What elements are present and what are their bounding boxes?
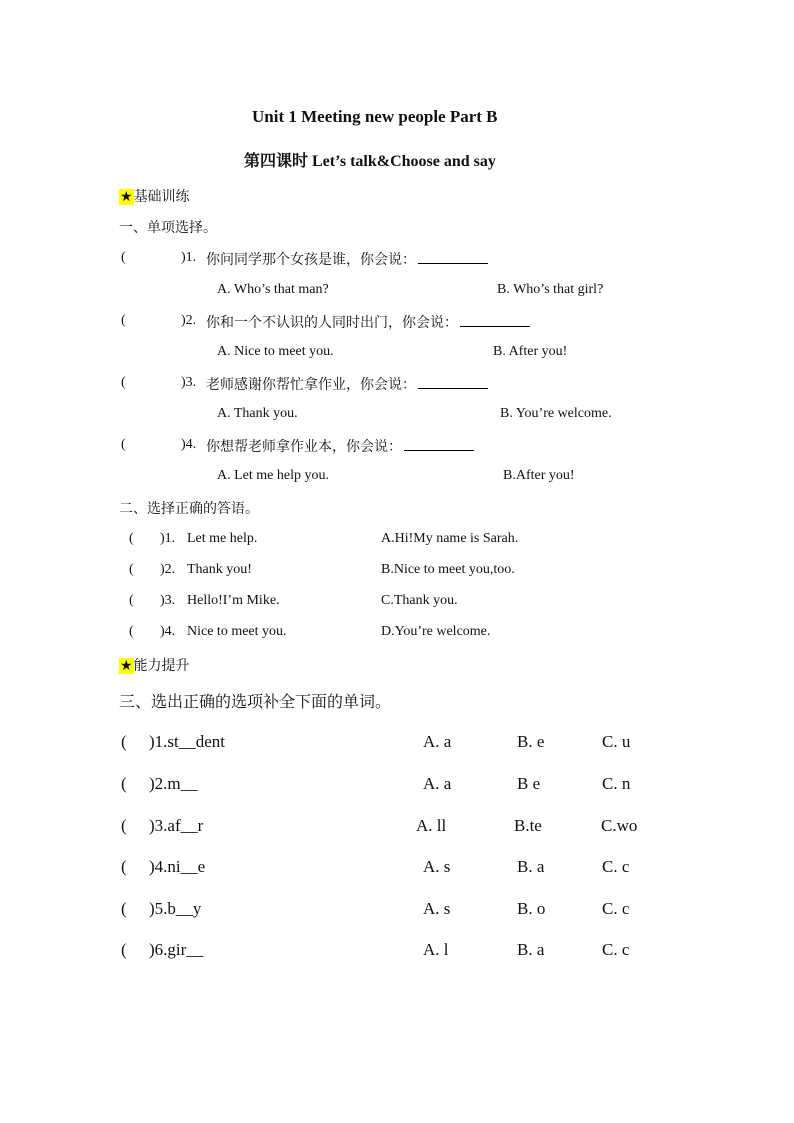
question-text-label: 老师感谢你帮忙拿作业，你会说： (206, 377, 416, 393)
question-text (206, 249, 488, 269)
answer-blank (418, 251, 488, 264)
part1-heading: 一、单项选择。 (119, 220, 217, 236)
answer-open-paren: ( (121, 313, 126, 328)
answer-open-paren: ( (121, 250, 126, 265)
option-b: B. e (517, 732, 545, 751)
option-c: C. u (602, 732, 631, 751)
option-c: C. n (602, 774, 631, 793)
answer-open-paren: ( (129, 593, 134, 608)
option-b: B. After you! (493, 344, 568, 359)
response-option: B.Nice to meet you,too. (381, 562, 515, 577)
question-text-label: 你和一个不认识的人同时出门，你会说： (206, 315, 458, 331)
question-number: )4. (181, 437, 197, 452)
question-number: )2. (181, 313, 197, 328)
answer-open-paren: ( (121, 732, 127, 751)
section-advanced (119, 655, 190, 675)
page-title: Unit 1 Meeting new people Part B (252, 107, 498, 126)
option-b: B.After you! (503, 468, 575, 483)
answer-open-paren: ( (121, 899, 127, 918)
answer-open-paren: ( (121, 816, 127, 835)
word-item: )6.gir__ (149, 940, 204, 959)
row-number: )2. (160, 562, 176, 577)
option-c: C. c (602, 940, 630, 959)
part3-heading: 三、选出正确的选项补全下面的单词。 (119, 692, 392, 711)
section-basic-label: 基础训练 (133, 189, 190, 205)
option-a: A. l (423, 940, 449, 959)
option-c: C. c (602, 857, 630, 876)
word-item: )2.m__ (149, 774, 198, 793)
row-number: )4. (160, 624, 176, 639)
page-subtitle: 第四课时 Let’s talk&Choose and say (244, 153, 496, 170)
row-number: )3. (160, 593, 176, 608)
option-b: B.te (514, 816, 542, 835)
answer-open-paren: ( (121, 940, 127, 959)
answer-blank (404, 438, 474, 451)
section-advanced-label: 能力提升 (133, 658, 190, 674)
answer-blank (418, 376, 488, 389)
prompt-text: Nice to meet you. (187, 624, 287, 639)
answer-open-paren: ( (121, 774, 127, 793)
row-number: )1. (160, 531, 176, 546)
option-a: A. Let me help you. (217, 468, 329, 483)
word-item: )5.b__y (149, 899, 202, 918)
option-a: A. Nice to meet you. (217, 344, 334, 359)
prompt-text: Hello!I’m Mike. (187, 593, 280, 608)
response-option: D.You’re welcome. (381, 624, 491, 639)
option-a: A. s (423, 899, 451, 918)
prompt-text: Thank you! (187, 562, 252, 577)
answer-open-paren: ( (121, 375, 126, 390)
answer-open-paren: ( (129, 531, 134, 546)
option-b: B. o (517, 899, 546, 918)
option-b: B e (517, 774, 541, 793)
prompt-text: Let me help. (187, 531, 258, 546)
option-a: A. ll (416, 816, 447, 835)
response-option: A.Hi!My name is Sarah. (381, 531, 519, 546)
option-b: B. a (517, 857, 545, 876)
star-icon: ★ (120, 189, 133, 205)
question-text (206, 312, 530, 332)
option-c: C. c (602, 899, 630, 918)
word-item: )4.ni__e (149, 857, 206, 876)
answer-open-paren: ( (121, 437, 126, 452)
word-item: )1.st__dent (149, 732, 226, 751)
response-option: C.Thank you. (381, 593, 458, 608)
word-item: )3.af__r (149, 816, 204, 835)
option-b: B. You’re welcome. (500, 406, 612, 421)
question-text-label: 你问同学那个女孩是谁，你会说： (206, 252, 416, 268)
question-number: )1. (181, 250, 197, 265)
option-c: C.wo (601, 816, 638, 835)
option-b: B. a (517, 940, 545, 959)
option-a: A. Who’s that man? (217, 282, 329, 297)
star-icon: ★ (120, 658, 133, 674)
answer-blank (460, 314, 530, 327)
option-a: A. a (423, 774, 452, 793)
answer-open-paren: ( (129, 624, 134, 639)
section-basic (119, 186, 190, 206)
question-text-label: 你想帮老师拿作业本，你会说： (206, 439, 402, 455)
option-b: B. Who’s that girl? (497, 282, 604, 297)
part2-heading: 二、选择正确的答语。 (119, 501, 259, 517)
question-text (206, 374, 488, 394)
answer-open-paren: ( (129, 562, 134, 577)
answer-open-paren: ( (121, 857, 127, 876)
question-text (206, 436, 474, 456)
question-number: )3. (181, 375, 197, 390)
option-a: A. s (423, 857, 451, 876)
option-a: A. Thank you. (217, 406, 298, 421)
option-a: A. a (423, 732, 452, 751)
